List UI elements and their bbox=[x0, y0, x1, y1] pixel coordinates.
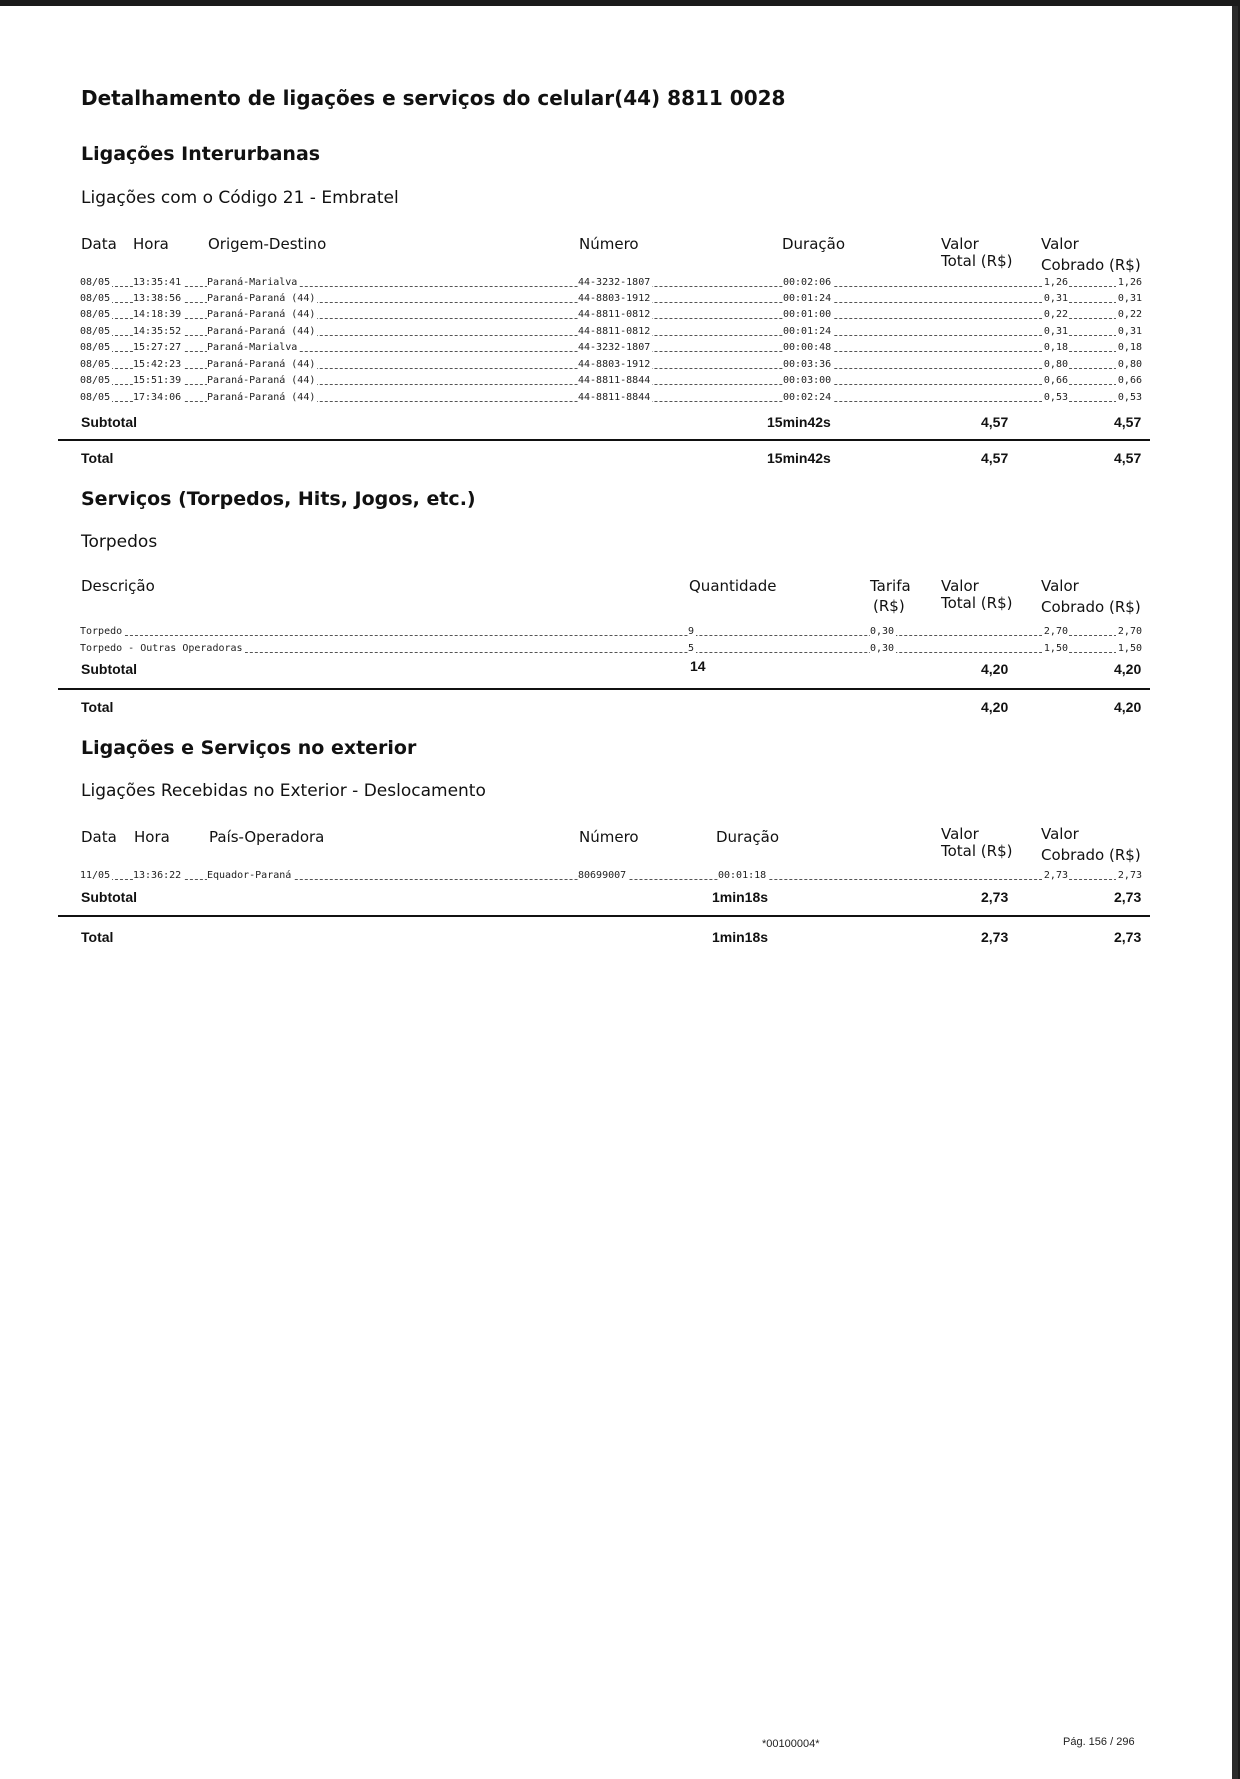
cell-numero: 44-3232-1807 bbox=[578, 277, 651, 288]
col-header-descricao: Descrição bbox=[81, 577, 155, 595]
total-duracao: 15min42s bbox=[767, 450, 831, 466]
subtotal-duracao: 15min42s bbox=[767, 414, 831, 430]
cell-origem: Paraná-Marialva bbox=[207, 342, 298, 353]
table-row bbox=[80, 626, 1142, 641]
col-header-tarifa: Tarifa bbox=[870, 577, 911, 595]
subtotal-total: 2,73 bbox=[981, 889, 1009, 905]
subtotal-label: Subtotal bbox=[81, 661, 137, 677]
total-total: 4,57 bbox=[981, 450, 1009, 466]
table-row bbox=[80, 643, 1142, 658]
col-header-hora: Hora bbox=[134, 828, 170, 846]
cell-origem: Paraná-Paraná (44) bbox=[207, 359, 316, 370]
col-header-valor-cobrado: Valor bbox=[1041, 577, 1079, 595]
section-subheading-torpedos: Torpedos bbox=[81, 532, 158, 552]
col-header-data: Data bbox=[81, 828, 117, 846]
cell-numero: 44-8803-1912 bbox=[578, 359, 651, 370]
subtotal-label: Subtotal bbox=[81, 889, 137, 905]
cell-numero: 44-8811-0812 bbox=[578, 309, 651, 320]
total-cobrado: 4,57 bbox=[1114, 450, 1142, 466]
cell-total: 0,66 bbox=[1043, 375, 1068, 386]
section-heading-servicos: Serviços (Torpedos, Hits, Jogos, etc.) bbox=[81, 488, 476, 510]
cell-numero: 44-3232-1807 bbox=[578, 342, 651, 353]
table-row bbox=[80, 342, 1142, 357]
col-header-data: Data bbox=[81, 235, 117, 253]
cell-origem: Paraná-Paraná (44) bbox=[207, 309, 316, 320]
cell-duracao: 00:00:48 bbox=[783, 342, 832, 353]
cell-total: 1,26 bbox=[1043, 277, 1068, 288]
col-header-quantidade: Quantidade bbox=[689, 577, 777, 595]
col-header-valor-cobrado: Valor bbox=[1041, 825, 1079, 843]
cell-hora: 17:34:06 bbox=[133, 392, 182, 403]
subtotal-duracao: 1min18s bbox=[712, 889, 769, 905]
page-number: Pág. 156 / 296 bbox=[1063, 1736, 1135, 1748]
cell-origem: Paraná-Marialva bbox=[207, 277, 298, 288]
total-label: Total bbox=[81, 699, 114, 715]
table-row bbox=[80, 870, 1142, 885]
total-label: Total bbox=[81, 929, 114, 945]
col-header-numero: Número bbox=[579, 235, 639, 253]
cell-hora: 13:36:22 bbox=[133, 870, 182, 881]
subtotal-total: 4,57 bbox=[981, 414, 1009, 430]
cell-duracao: 00:03:00 bbox=[783, 375, 832, 386]
cell-total: 0,18 bbox=[1043, 342, 1068, 353]
cell-tarifa: 0,30 bbox=[870, 626, 895, 637]
subtotal-cobrado: 4,20 bbox=[1114, 661, 1142, 677]
cell-duracao: 00:01:18 bbox=[718, 870, 767, 881]
cell-data: 08/05 bbox=[80, 375, 111, 386]
cell-descricao: Torpedo - Outras Operadoras bbox=[80, 643, 243, 654]
cell-numero: 44-8803-1912 bbox=[578, 293, 651, 304]
col-header-pais: País-Operadora bbox=[209, 828, 325, 846]
col-header-cobrado-rs: Cobrado (R$) bbox=[1041, 256, 1141, 274]
cell-cobrado: 2,73 bbox=[1117, 870, 1142, 881]
divider bbox=[58, 439, 1150, 441]
subtotal-total: 4,20 bbox=[981, 661, 1009, 677]
section-subheading-codigo21: Ligações com o Código 21 - Embratel bbox=[81, 188, 399, 208]
cell-numero: 44-8811-8844 bbox=[578, 392, 651, 403]
table-row bbox=[80, 392, 1142, 407]
col-header-total-rs: Total (R$) bbox=[941, 252, 1013, 270]
cell-duracao: 00:02:06 bbox=[783, 277, 832, 288]
cell-cobrado: 0,66 bbox=[1117, 375, 1142, 386]
cell-data: 08/05 bbox=[80, 342, 111, 353]
cell-total: 0,31 bbox=[1043, 326, 1068, 337]
table-row bbox=[80, 326, 1142, 341]
table-row bbox=[80, 277, 1142, 292]
cell-cobrado: 0,80 bbox=[1117, 359, 1142, 370]
total-cobrado: 2,73 bbox=[1114, 929, 1142, 945]
cell-total: 0,31 bbox=[1043, 293, 1068, 304]
table-row bbox=[80, 359, 1142, 374]
total-label: Total bbox=[81, 450, 114, 466]
total-cobrado: 4,20 bbox=[1114, 699, 1142, 715]
col-header-numero: Número bbox=[579, 828, 639, 846]
cell-duracao: 00:02:24 bbox=[783, 392, 832, 403]
cell-numero: 44-8811-8844 bbox=[578, 375, 651, 386]
cell-total: 0,22 bbox=[1043, 309, 1068, 320]
table-row bbox=[80, 309, 1142, 324]
table-row bbox=[80, 293, 1142, 308]
cell-data: 08/05 bbox=[80, 326, 111, 337]
cell-cobrado: 0,31 bbox=[1117, 326, 1142, 337]
col-header-tarifa-rs: (R$) bbox=[873, 597, 905, 615]
cell-hora: 15:27:27 bbox=[133, 342, 182, 353]
subtotal-cobrado: 4,57 bbox=[1114, 414, 1142, 430]
cell-duracao: 00:03:36 bbox=[783, 359, 832, 370]
section-heading-exterior: Ligações e Serviços no exterior bbox=[81, 737, 417, 759]
col-header-origem: Origem-Destino bbox=[208, 235, 327, 253]
cell-data: 08/05 bbox=[80, 392, 111, 403]
section-subheading-deslocamento: Ligações Recebidas no Exterior - Deslocamento bbox=[81, 781, 486, 801]
cell-hora: 14:18:39 bbox=[133, 309, 182, 320]
cell-cobrado: 1,50 bbox=[1117, 643, 1142, 654]
cell-cobrado: 0,22 bbox=[1117, 309, 1142, 320]
divider bbox=[58, 688, 1150, 690]
cell-duracao: 00:01:24 bbox=[783, 326, 832, 337]
cell-cobrado: 0,53 bbox=[1117, 392, 1142, 403]
cell-hora: 13:35:41 bbox=[133, 277, 182, 288]
col-header-duracao: Duração bbox=[716, 828, 780, 846]
cell-cobrado: 1,26 bbox=[1117, 277, 1142, 288]
cell-cobrado: 0,18 bbox=[1117, 342, 1142, 353]
cell-data: 08/05 bbox=[80, 277, 111, 288]
cell-origem: Paraná-Paraná (44) bbox=[207, 326, 316, 337]
col-header-total-rs: Total (R$) bbox=[941, 594, 1013, 612]
cell-data: 08/05 bbox=[80, 359, 111, 370]
cell-data: 08/05 bbox=[80, 293, 111, 304]
col-header-valor-cobrado: Valor bbox=[1041, 235, 1079, 253]
col-header-hora: Hora bbox=[133, 235, 169, 253]
total-duracao: 1min18s bbox=[712, 929, 769, 945]
col-header-valor-total: Valor bbox=[941, 825, 979, 843]
divider bbox=[58, 915, 1150, 917]
cell-data: 08/05 bbox=[80, 309, 111, 320]
cell-cobrado: 2,70 bbox=[1117, 626, 1142, 637]
subtotal-cobrado: 2,73 bbox=[1114, 889, 1142, 905]
cell-total: 2,70 bbox=[1043, 626, 1068, 637]
cell-quantidade: 5 bbox=[688, 643, 695, 654]
cell-total: 0,53 bbox=[1043, 392, 1068, 403]
col-header-duracao: Duração bbox=[782, 235, 846, 253]
col-header-cobrado-rs: Cobrado (R$) bbox=[1041, 846, 1141, 864]
scan-edge bbox=[1232, 6, 1238, 1779]
cell-hora: 14:35:52 bbox=[133, 326, 182, 337]
subtotal-quantidade: 14 bbox=[690, 658, 706, 674]
col-header-total-rs: Total (R$) bbox=[941, 842, 1013, 860]
subtotal-label: Subtotal bbox=[81, 414, 137, 430]
total-total: 2,73 bbox=[981, 929, 1009, 945]
cell-hora: 15:42:23 bbox=[133, 359, 182, 370]
cell-pais: Equador-Paraná bbox=[207, 870, 292, 881]
total-total: 4,20 bbox=[981, 699, 1009, 715]
cell-origem: Paraná-Paraná (44) bbox=[207, 375, 316, 386]
cell-data: 11/05 bbox=[80, 870, 111, 881]
col-header-valor-total: Valor bbox=[941, 235, 979, 253]
col-header-valor-total: Valor bbox=[941, 577, 979, 595]
table-row bbox=[80, 375, 1142, 390]
cell-tarifa: 0,30 bbox=[870, 643, 895, 654]
cell-hora: 15:51:39 bbox=[133, 375, 182, 386]
section-heading-interurbanas: Ligações Interurbanas bbox=[81, 143, 321, 165]
cell-duracao: 00:01:00 bbox=[783, 309, 832, 320]
cell-hora: 13:38:56 bbox=[133, 293, 182, 304]
cell-numero: 80699007 bbox=[578, 870, 627, 881]
cell-cobrado: 0,31 bbox=[1117, 293, 1142, 304]
cell-origem: Paraná-Paraná (44) bbox=[207, 392, 316, 403]
cell-origem: Paraná-Paraná (44) bbox=[207, 293, 316, 304]
cell-numero: 44-8811-0812 bbox=[578, 326, 651, 337]
cell-quantidade: 9 bbox=[688, 626, 695, 637]
cell-total: 2,73 bbox=[1043, 870, 1068, 881]
cell-total: 1,50 bbox=[1043, 643, 1068, 654]
cell-descricao: Torpedo bbox=[80, 626, 123, 637]
col-header-cobrado-rs: Cobrado (R$) bbox=[1041, 598, 1141, 616]
cell-total: 0,80 bbox=[1043, 359, 1068, 370]
document-page bbox=[0, 6, 1238, 1779]
barcode-code: *00100004* bbox=[762, 1738, 820, 1750]
cell-duracao: 00:01:24 bbox=[783, 293, 832, 304]
page-title: Detalhamento de ligações e serviços do celular(44) 8811 0028 bbox=[81, 86, 786, 110]
